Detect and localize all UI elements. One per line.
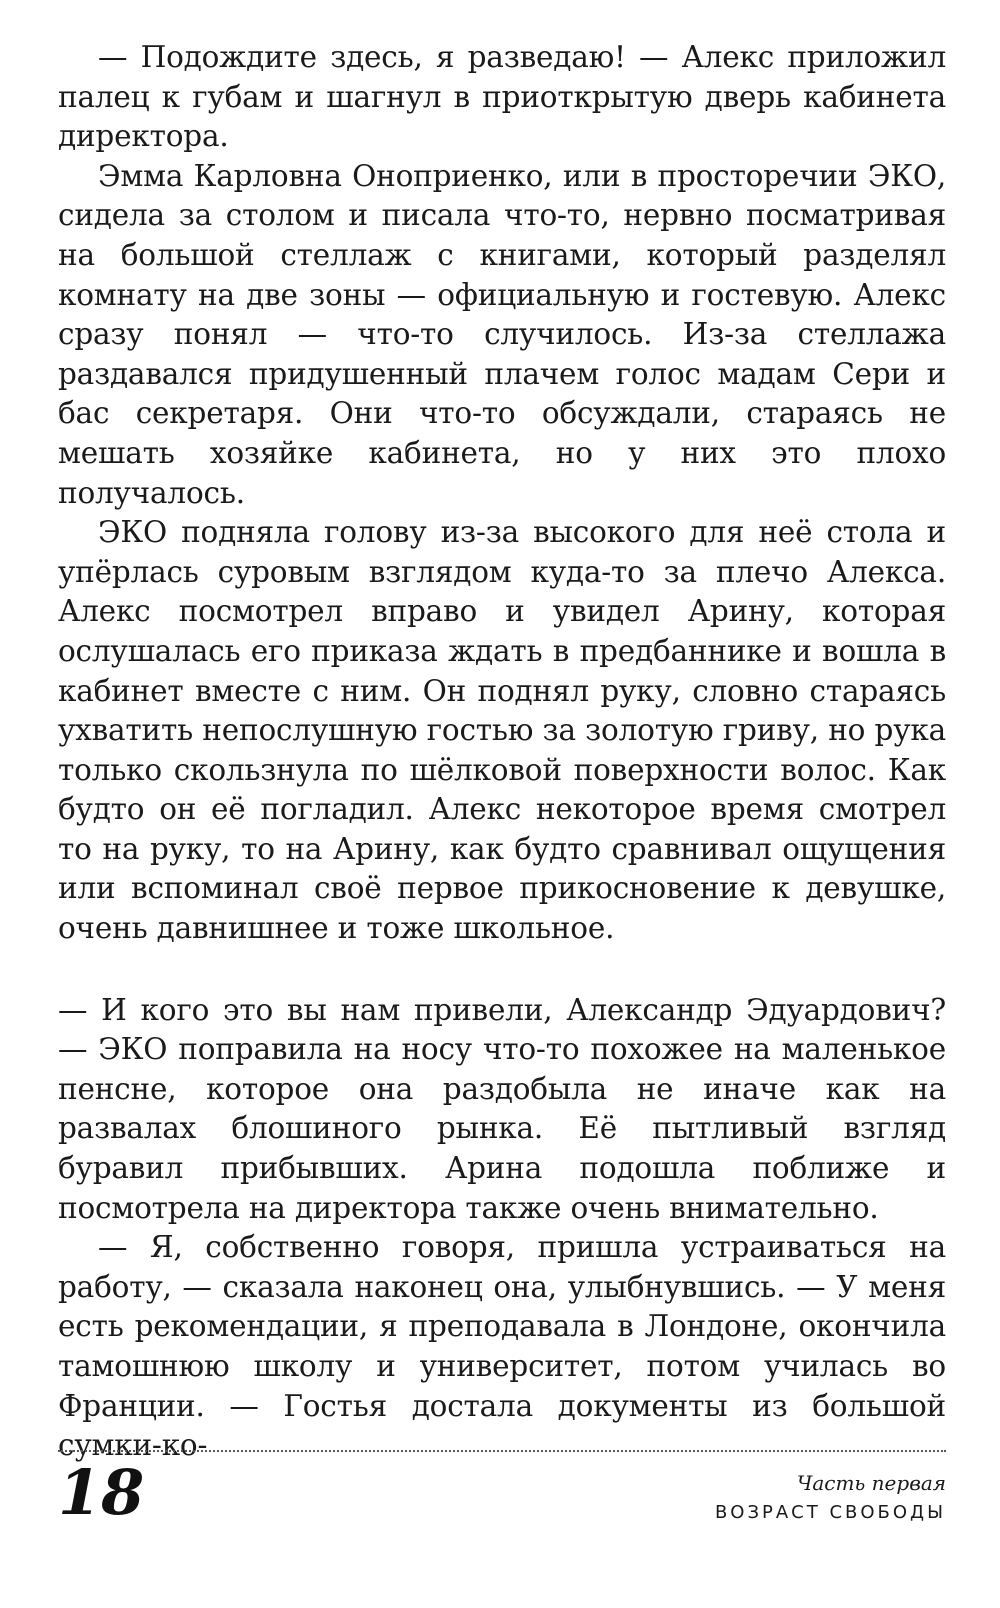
page-number: 18	[58, 1456, 145, 1529]
book-section-title: ВОЗРАСТ СВОБОДЫ	[714, 1502, 946, 1523]
footer-divider	[58, 1450, 946, 1452]
paragraph-4: — И кого это вы нам привели, Александр Эдуардович? — ЭКО поправила на носу что-то похожее на маленькое пенсне, которое она раздобыла не иначе как на развалах блошиного рынка. Её пытливый взгляд буравил прибывших. Арина подошла поближе и посмотрела на директора также очень внимательно.	[58, 992, 946, 1225]
section-break	[58, 949, 946, 991]
paragraph-5: — Я, собственно говоря, пришла устраиваться на работу, — сказала наконец она, улыбнувшись. — У меня есть рекомендации, я преподавала в Лондоне, окончила тамошнюю школу и университет, потом училась во Франции. — Гостья достала документы из большой сумки-ко-	[58, 1230, 946, 1463]
paragraph-1: — Подождите здесь, я разведаю! — Алекс приложил палец к губам и шагнул в приоткрытую дверь кабинета директора.	[58, 40, 946, 154]
part-label: Часть первая	[796, 1471, 946, 1495]
paragraph-3: ЭКО подняла голову из-за высокого для неё стола и упёрлась суровым взглядом куда-то за плечо Алекса. Алекс посмотрел вправо и увидел Арину, которая ослушалась его приказа ждать в предбаннике и вошла в кабинет вместе с ним. Он поднял руку, словно стараясь ухватить непослушную гостью за золотую гриву, но рука только скользнула по шёлковой поверхности волос. Как будто он её погладил. Алекс некоторое время смотрел то на руку, то на Арину, как будто сравнивал ощущения или вспоминал своё первое прикосновение к девушке, очень давнишнее и тоже школьное.	[58, 515, 946, 946]
page-body	[58, 38, 946, 1466]
paragraph-2: Эмма Карловна Оноприенко, или в просторечии ЭКО, сидела за столом и писала что-то, нервно посматривая на большой стеллаж с книгами, который разделял комнату на две зоны — официальную и гостевую. Алекс сразу понял — что-то случилось. Из-за стеллажа раздавался придушенный плачем голос мадам Сери и бас секретаря. Они что-то обсуждали, стараясь не мешать хозяйке кабинета, но у них это плохо получалось.	[58, 158, 946, 510]
running-footer	[715, 1468, 946, 1528]
